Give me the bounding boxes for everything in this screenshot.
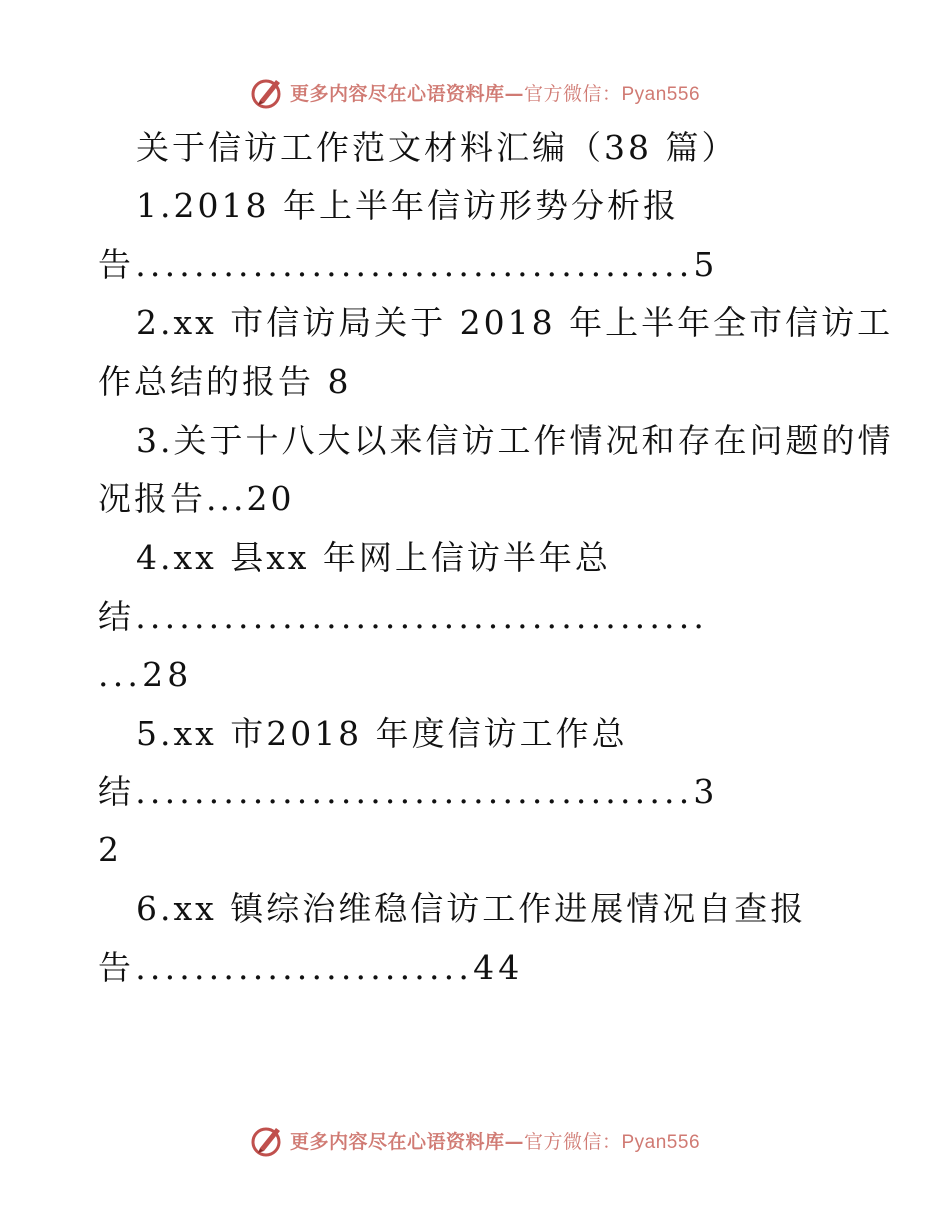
toc-item-5-leader: 结......................................3 — [98, 772, 719, 811]
toc-item-4-page: ...28 — [98, 655, 193, 694]
toc-item-2: 2.xx 市信访局关于 2018 年上半年全市信访工 — [136, 303, 894, 342]
toc-item-1: 1.2018 年上半年信访形势分析报 — [136, 186, 679, 225]
toc-item-6: 6.xx 镇综治维稳信访工作进展情况自查报 — [136, 889, 807, 928]
banner-site-text: 更多内容尽在心语资料库 — [289, 82, 505, 105]
pen-logo-icon — [250, 74, 286, 110]
toc-item-6-leader: 告.......................44 — [98, 948, 524, 987]
toc-item-3-cont: 况报告...20 — [98, 479, 295, 518]
banner-dash: — — [504, 1130, 524, 1153]
banner-text — [290, 1127, 700, 1154]
toc-item-1-leader: 告......................................5 — [98, 245, 719, 284]
banner-wechat-text: 官方微信：Pyan556 — [524, 1131, 701, 1153]
document-title: 关于信访工作范文材料汇编（38 篇） — [136, 128, 738, 167]
toc-item-2-cont: 作总结的报告 8 — [98, 362, 352, 401]
header-banner — [0, 70, 950, 114]
banner-site-text: 更多内容尽在心语资料库 — [289, 1130, 505, 1153]
footer-banner — [0, 1118, 950, 1162]
banner-text — [290, 79, 700, 106]
toc-item-5: 5.xx 市2018 年度信访工作总 — [136, 714, 628, 753]
toc-item-4-leader: 结....................................... — [98, 597, 709, 636]
banner-wechat-text: 官方微信：Pyan556 — [524, 83, 701, 105]
toc-item-5-page: 2 — [98, 830, 122, 869]
pen-logo-icon — [250, 1122, 286, 1158]
banner-dash: — — [504, 82, 524, 105]
toc-item-4: 4.xx 县xx 年网上信访半年总 — [136, 538, 611, 577]
toc-item-3: 3.关于十八大以来信访工作情况和存在问题的情 — [136, 421, 894, 460]
